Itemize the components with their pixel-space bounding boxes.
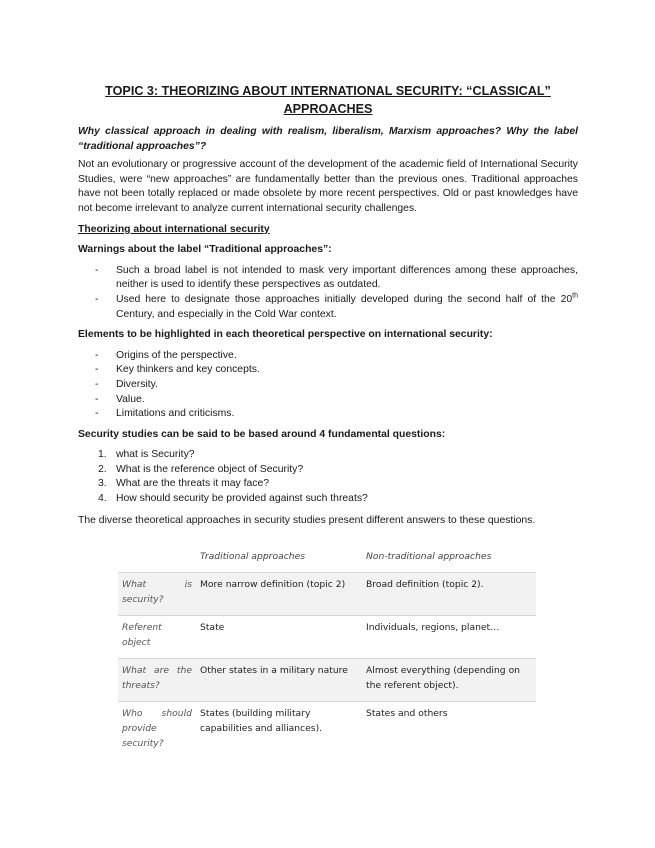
list-item (78, 407, 578, 422)
table-row (118, 573, 536, 616)
table-header-row (118, 549, 536, 573)
list-number: 1. (98, 449, 107, 461)
closing-paragraph: The diverse theoretical approaches in security studies present different answers to these questions. (78, 514, 536, 526)
questions-heading: Security studies can be said to be based around 4 fundamental questions: (78, 428, 446, 440)
list-marker: - (95, 408, 99, 420)
list-item-text: Diversity. (116, 378, 158, 390)
cell-non-traditional: Almost everything (depending on the referent object). (362, 659, 536, 702)
list-marker: - (95, 378, 99, 390)
cell-traditional: More narrow definition (topic 2) (196, 573, 362, 616)
list-item (78, 393, 578, 408)
cell-non-traditional: States and others (362, 702, 536, 760)
list-item-text: Such a broad label is not intended to mask very important differences among these approaches, neither is used to identify these perspectives as outdated. (116, 264, 578, 291)
list-marker: - (95, 264, 99, 276)
guiding-question: Why classical approach in dealing with realism, liberalism, Marxism approaches? Why the label “traditional approaches”? (78, 126, 578, 152)
list-item-text: How should security be provided against such threats? (116, 493, 368, 505)
list-item (78, 363, 578, 378)
list-item (78, 492, 578, 507)
list-item-text: Limitations and criticisms. (116, 408, 235, 420)
list-item-text: what is Security? (116, 449, 195, 461)
superscript: th (572, 292, 578, 300)
list-number: 3. (98, 478, 107, 490)
list-item-text: Value. (116, 393, 145, 405)
intro-paragraph: Not an evolutionary or progressive account of the development of the academic field of International Security Studies, were “new approaches” are fundamentally better than the previous ones. Traditional approaches have not been totally replaced or made obsolete by more recent perspectives. Old or past knowledges have not become irrelevant to analyze current international security challenges. (78, 159, 578, 214)
page-title (78, 82, 578, 118)
table-header-non-traditional: Non-traditional approaches (366, 551, 492, 562)
list-item (78, 293, 578, 322)
list-marker: - (95, 364, 99, 376)
list-marker: - (95, 349, 99, 361)
section-heading: Theorizing about international security (78, 223, 270, 235)
table-row (118, 659, 536, 702)
list-item (78, 264, 578, 293)
list-item-text: Key thinkers and key concepts. (116, 364, 260, 376)
table-header-traditional: Traditional approaches (200, 551, 306, 562)
list-item-text: Origins of the perspective. (116, 349, 237, 361)
cell-non-traditional: Broad definition (topic 2). (362, 573, 536, 616)
title-line-2: APPROACHES (283, 102, 373, 116)
cell-traditional: States (building military capabilities and alliances). (196, 702, 362, 760)
title-line-1: TOPIC 3: THEORIZING ABOUT INTERNATIONAL SECURITY: “CLASSICAL” (105, 84, 551, 98)
list-number: 4. (98, 493, 107, 505)
list-marker: - (95, 293, 99, 305)
row-label: Referent object (118, 616, 196, 659)
list-item (78, 463, 578, 478)
list-number: 2. (98, 463, 107, 475)
elements-list (78, 349, 578, 422)
list-item (78, 349, 578, 364)
questions-list (78, 448, 578, 506)
row-label: What is security? (118, 573, 196, 616)
cell-traditional: Other states in a military nature (196, 659, 362, 702)
cell-traditional: State (196, 616, 362, 659)
document-page (78, 82, 578, 528)
warnings-list (78, 264, 578, 322)
list-item (78, 448, 578, 463)
warnings-heading: Warnings about the label “Traditional approaches”: (78, 244, 332, 256)
row-label: Who should provide security? (118, 702, 196, 760)
list-item-text: Used here to designate those approaches initially developed during the second half of the 20 (116, 293, 573, 305)
list-item-text: What are the threats it may face? (116, 478, 270, 490)
cell-non-traditional: Individuals, regions, planet… (362, 616, 536, 659)
list-marker: - (95, 393, 99, 405)
comparison-table (118, 549, 536, 759)
table-header-empty (118, 549, 196, 573)
table-row (118, 702, 536, 760)
list-item-text-cont: Century, and especially in the Cold War context. (116, 308, 337, 320)
table-row (118, 616, 536, 659)
list-item (78, 378, 578, 393)
row-label: What are the threats? (118, 659, 196, 702)
elements-heading: Elements to be highlighted in each theoretical perspective on international security: (78, 329, 493, 341)
list-item (78, 477, 578, 492)
list-item-text: What is the reference object of Security? (116, 463, 304, 475)
